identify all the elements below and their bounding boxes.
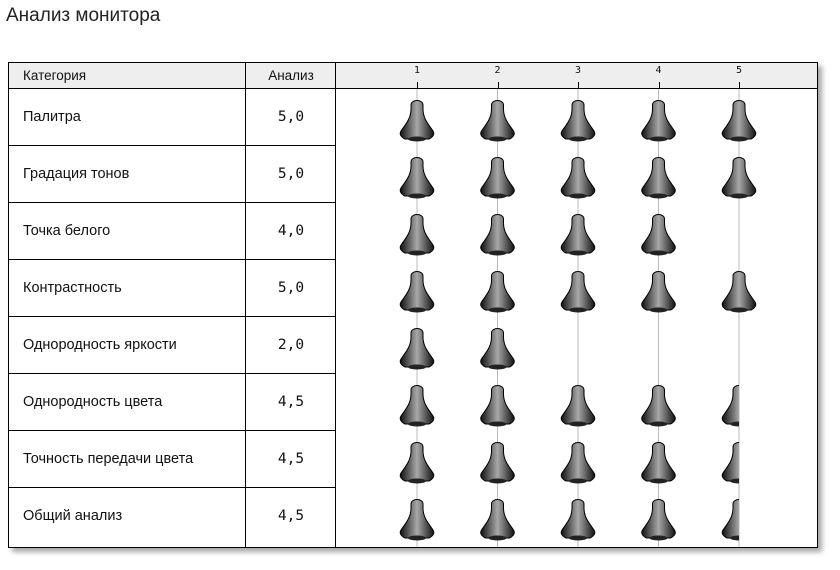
bar-series-row — [400, 158, 756, 199]
row-score: 4,5 — [277, 508, 305, 524]
bar-series-row — [400, 272, 756, 313]
bell-icon — [481, 101, 515, 142]
row-category: Палитра — [23, 109, 81, 125]
row-score: 4,5 — [277, 451, 305, 467]
table-row — [9, 488, 336, 545]
table-row — [9, 374, 336, 431]
bell-icon — [722, 158, 756, 199]
bell-icon — [481, 329, 515, 370]
bell-icon — [481, 500, 515, 541]
tick-label: 2 — [494, 65, 501, 76]
row-score: 5,0 — [277, 109, 305, 125]
tick-mark — [417, 82, 418, 89]
tick-label: 4 — [655, 65, 662, 76]
bell-icon — [561, 386, 595, 427]
bell-icon — [400, 158, 434, 199]
row-score: 2,0 — [277, 337, 305, 353]
page-title: Анализ монитора — [6, 5, 161, 26]
tick-mark — [578, 82, 579, 89]
table-row — [9, 89, 336, 146]
row-score: 5,0 — [277, 280, 305, 296]
rating-table — [8, 62, 818, 548]
bell-icon — [400, 101, 434, 142]
row-category: Контрастность — [23, 280, 122, 296]
bell-icon — [561, 158, 595, 199]
tick-mark — [498, 82, 499, 89]
bell-icon — [561, 500, 595, 541]
table-row — [9, 146, 336, 203]
bell-icon — [722, 272, 756, 313]
bell-icon — [561, 443, 595, 484]
bar-series-row — [400, 101, 756, 142]
bell-icon — [481, 386, 515, 427]
bell-icon — [642, 101, 676, 142]
bell-icon — [400, 443, 434, 484]
table-row — [9, 317, 336, 374]
bell-icon — [642, 500, 676, 541]
bell-icon-half — [722, 386, 756, 427]
bell-icon — [642, 272, 676, 313]
bell-icon — [642, 386, 676, 427]
bar-series-row — [400, 443, 756, 484]
table-row — [9, 260, 336, 317]
bell-icon — [481, 158, 515, 199]
bell-icon — [400, 272, 434, 313]
row-score: 4,0 — [277, 223, 305, 239]
row-category: Точка белого — [23, 223, 111, 239]
bell-icon — [642, 158, 676, 199]
bell-icon-half — [722, 443, 756, 484]
row-category: Общий анализ — [23, 508, 123, 524]
bar-series-row — [400, 500, 756, 541]
bar-series-row — [400, 215, 675, 256]
bell-icon — [561, 215, 595, 256]
header-category: Категория — [23, 68, 87, 83]
row-category: Однородность цвета — [23, 394, 163, 410]
bell-icon — [400, 215, 434, 256]
bell-icon — [481, 443, 515, 484]
tick-label: 5 — [735, 65, 743, 76]
row-category: Однородность яркости — [23, 337, 177, 353]
bell-icon — [642, 215, 676, 256]
bar-series-row — [400, 386, 756, 427]
bell-icon — [561, 101, 595, 142]
bar-series-row — [400, 329, 514, 370]
row-category: Градация тонов — [23, 166, 130, 182]
tick-label: 3 — [574, 65, 582, 76]
bell-icon — [481, 215, 515, 256]
table-row — [9, 431, 336, 488]
bell-icon-half — [722, 500, 756, 541]
tick-label: 1 — [413, 65, 421, 76]
tick-mark — [659, 82, 660, 89]
bell-icon — [400, 329, 434, 370]
rating-chart — [336, 89, 817, 547]
bell-icon — [481, 272, 515, 313]
header-analysis: Анализ — [268, 68, 314, 83]
tick-mark — [739, 82, 740, 89]
bell-icon — [400, 386, 434, 427]
row-score: 5,0 — [277, 166, 305, 182]
row-score: 4,5 — [277, 394, 305, 410]
bell-icon — [722, 101, 756, 142]
row-category: Точность передачи цвета — [23, 451, 194, 467]
bell-icon — [642, 443, 676, 484]
bell-icon — [400, 500, 434, 541]
bell-icon — [561, 272, 595, 313]
table-row — [9, 203, 336, 260]
